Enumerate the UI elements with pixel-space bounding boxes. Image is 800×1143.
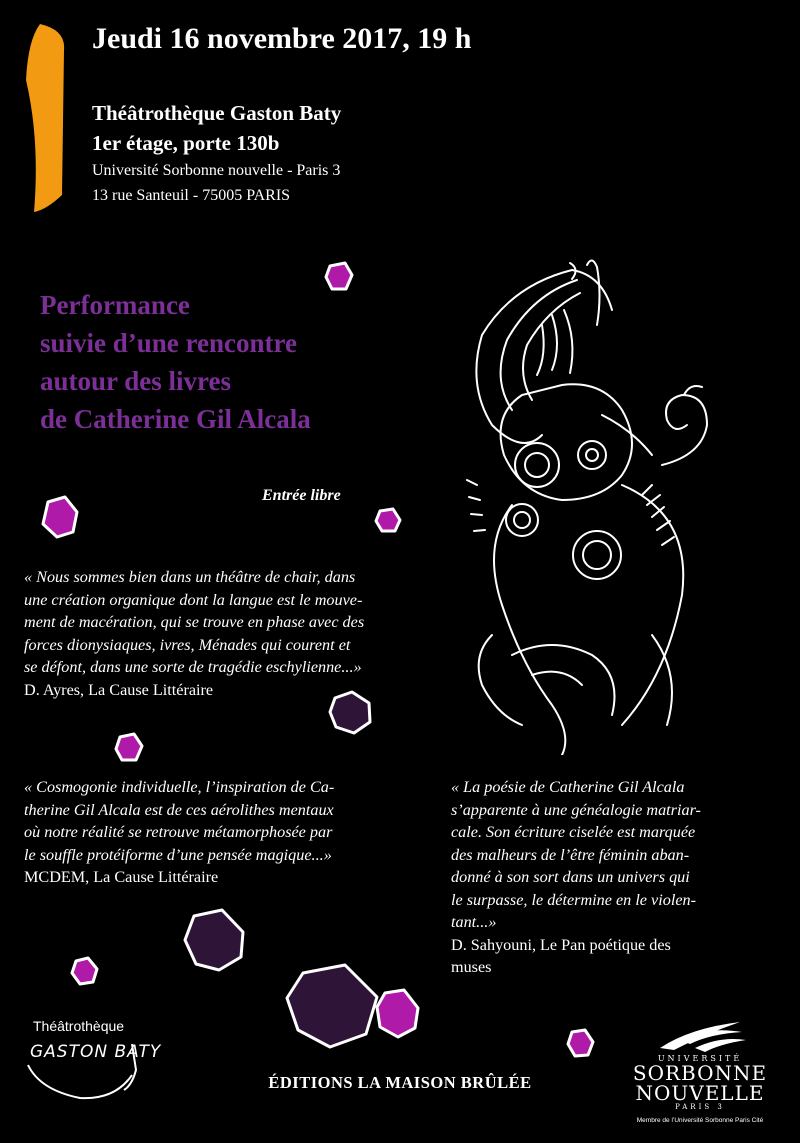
- event-title-line: suivie d’une rencontre: [40, 328, 298, 358]
- member-label: Membre de l’Université Sorbonne Paris Cité: [636, 1117, 764, 1124]
- quote-line: où notre réalité se retrouve métamorphosée par: [24, 823, 333, 841]
- dark-hexagon: [185, 910, 243, 970]
- publisher-name: ÉDITIONS LA MAISON BRÛLÉE: [268, 1073, 532, 1092]
- quote-line: forces dionysiaques, ivres, Ménades qui courent et: [24, 635, 351, 654]
- sorbonne-nouvelle-logo: [610, 1016, 790, 1126]
- address-line-1: Université Sorbonne nouvelle - Paris 3: [92, 162, 341, 179]
- event-title-line: autour des livres: [40, 366, 232, 396]
- sorbonne-univ-label: UNIVERSITÉ: [657, 1054, 743, 1063]
- magenta-hexagon: [116, 734, 142, 760]
- paris3-label: PARIS 3: [675, 1103, 725, 1111]
- address-line-2: 13 rue Santeuil - 75005 PARIS: [92, 187, 291, 204]
- dark-hexagon: [287, 965, 377, 1047]
- free-entry-label: Entrée libre: [262, 487, 341, 504]
- quote-line: « Nous sommes bien dans un théâtre de chair, dans: [24, 568, 356, 586]
- magenta-hexagon: [568, 1030, 593, 1056]
- quote-source: D. Ayres, La Cause Littéraire: [24, 680, 214, 699]
- quote-line: le surpasse, le détermine en le violen-: [451, 890, 696, 909]
- quote-source: D. Sahyouni, Le Pan poétique des: [451, 935, 671, 954]
- quote-line: des malheurs de l’être féminin aban-: [451, 845, 690, 864]
- quote-line: « La poésie de Catherine Gil Alcala: [451, 778, 685, 796]
- quote-line: tant...»: [451, 913, 497, 931]
- quote-source: MCDEM, La Cause Littéraire: [24, 868, 219, 886]
- magenta-hexagon: [72, 958, 97, 984]
- magenta-hexagon: [377, 990, 418, 1037]
- event-title-line: Performance: [40, 290, 190, 320]
- quote-line: s’apparente à une généalogie matriar-: [451, 800, 701, 819]
- gaston-baty-logo-line1: Théâtrothèque: [33, 1018, 125, 1034]
- magenta-hexagon: [43, 497, 77, 537]
- quote-line: cale. Son écriture ciselée est marquée: [451, 823, 696, 841]
- quote-line: se défont, dans une sorte de tragédie eschylienne...»: [24, 658, 362, 676]
- dark-hexagon: [330, 692, 370, 733]
- magenta-hexagon: [326, 263, 352, 289]
- quote-line: ment de macération, qui se trouve en phase avec des: [24, 613, 365, 631]
- quote-line: « Cosmogonie individuelle, l’inspiration de Ca-: [24, 778, 335, 796]
- event-title-line: de Catherine Gil Alcala: [40, 404, 311, 434]
- quote-line: le souffle protéiforme d’une pensée magique...»: [24, 845, 332, 864]
- quote-source: muses: [451, 958, 492, 976]
- event-date: Jeudi 16 novembre 2017, 19 h: [92, 22, 472, 55]
- quote-line: une création organique dont la langue est le mouve-: [24, 590, 363, 609]
- venue-name: Théâtrothèque Gaston Baty: [92, 101, 342, 125]
- gaston-baty-logo-line2: GASTON BATY: [30, 1042, 162, 1062]
- nouvelle-label: NOUVELLE: [635, 1081, 765, 1105]
- venue-room: 1er étage, porte 130b: [92, 131, 280, 155]
- sorbonne-label: SORBONNE: [632, 1061, 768, 1085]
- quote-line: donné à son sort dans un univers qui: [451, 868, 690, 886]
- magenta-hexagon: [376, 509, 400, 531]
- quote-line: therine Gil Alcala est de ces aérolithes mentaux: [24, 800, 334, 819]
- sorbonne-wave-icon: [650, 1018, 750, 1054]
